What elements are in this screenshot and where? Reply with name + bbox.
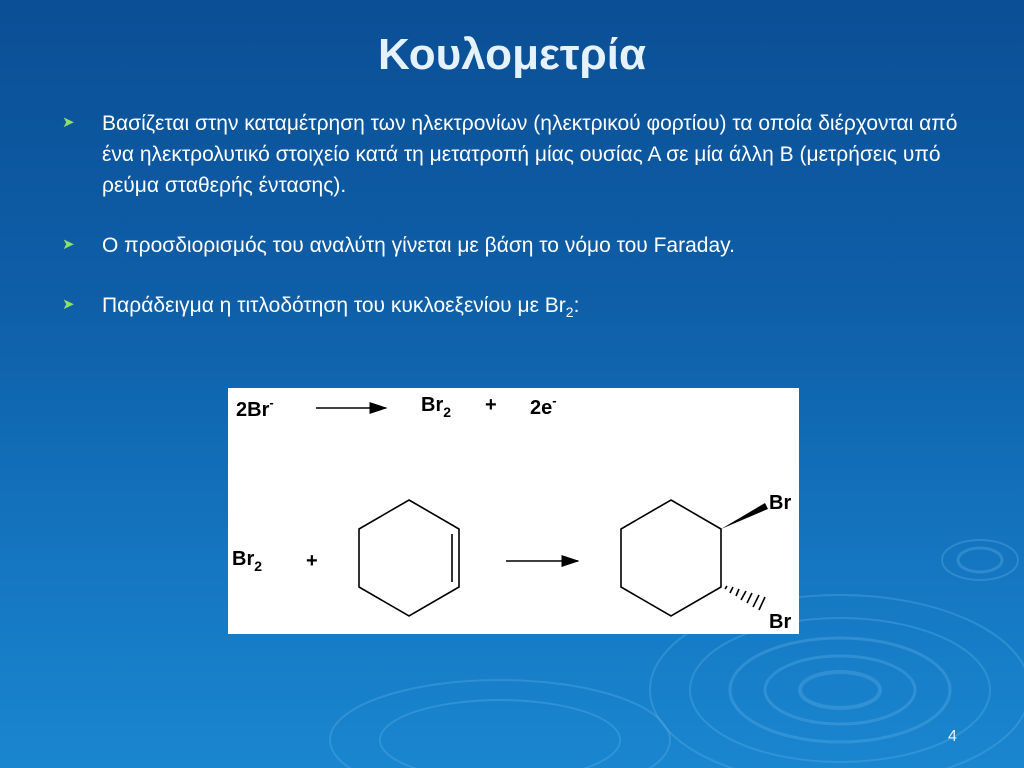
r1-electrons: 2e <box>530 397 553 419</box>
arrow-bullet-icon: ➤ <box>62 236 75 253</box>
bullet-item <box>62 290 982 321</box>
svg-text:Br2 <box>232 548 262 574</box>
hash-bond <box>725 586 765 610</box>
slide-number: 4 <box>948 728 957 745</box>
r2-plus: + <box>306 550 318 572</box>
bullet-text: Βασίζεται στην καταμέτρηση των ηλεκτρονίων (ηλεκτρικού φορτίου) τα οποία διέρχονται από ένα ηλεκτρολυτικό στοιχείο κατά τη μετατροπή μίας ουσίας Α σε μία άλλη Β (μετρήσεις υπό ρεύμα σταθερής έντασης). <box>102 112 958 197</box>
wedge-bond <box>721 503 768 529</box>
r1-product-sub: 2 <box>443 404 452 420</box>
bullet-list <box>62 108 982 321</box>
r2-reagent-sub: 2 <box>254 558 263 574</box>
bullet-text: Παράδειγμα η τιτλοδότηση του κυκλοεξενίου με Br <box>102 294 566 317</box>
r1-reactant-charge: - <box>269 395 274 410</box>
r1-plus: + <box>485 394 497 416</box>
dibromocyclohexane-structure <box>621 500 721 616</box>
bullet-text-end: : <box>573 294 580 317</box>
reaction-scheme <box>228 388 799 634</box>
r2-reagent: Br <box>232 548 255 570</box>
r1-reactant: 2Br <box>236 399 270 421</box>
product-br-top: Br <box>769 492 792 514</box>
r1-electrons-charge: - <box>552 393 557 408</box>
product-br-bottom: Br <box>769 611 792 633</box>
arrow-bullet-icon: ➤ <box>62 114 75 131</box>
arrow-bullet-icon: ➤ <box>62 296 75 313</box>
svg-text:2e- <box>530 393 557 419</box>
reaction-scheme-drawing <box>228 388 799 634</box>
bullet-item <box>62 108 982 201</box>
bullet-item <box>62 230 982 261</box>
svg-text:Br2 <box>421 394 451 420</box>
cyclohexene-structure <box>359 500 459 616</box>
bullet-subscript: 2 <box>565 304 574 321</box>
slide-title: Κουλομετρία <box>378 30 646 79</box>
svg-text:2Br- <box>236 395 274 421</box>
bullet-text: Ο προσδιορισμός του αναλύτη γίνεται με βάση το νόμο του Faraday. <box>102 234 735 257</box>
r1-product: Br <box>421 394 444 416</box>
